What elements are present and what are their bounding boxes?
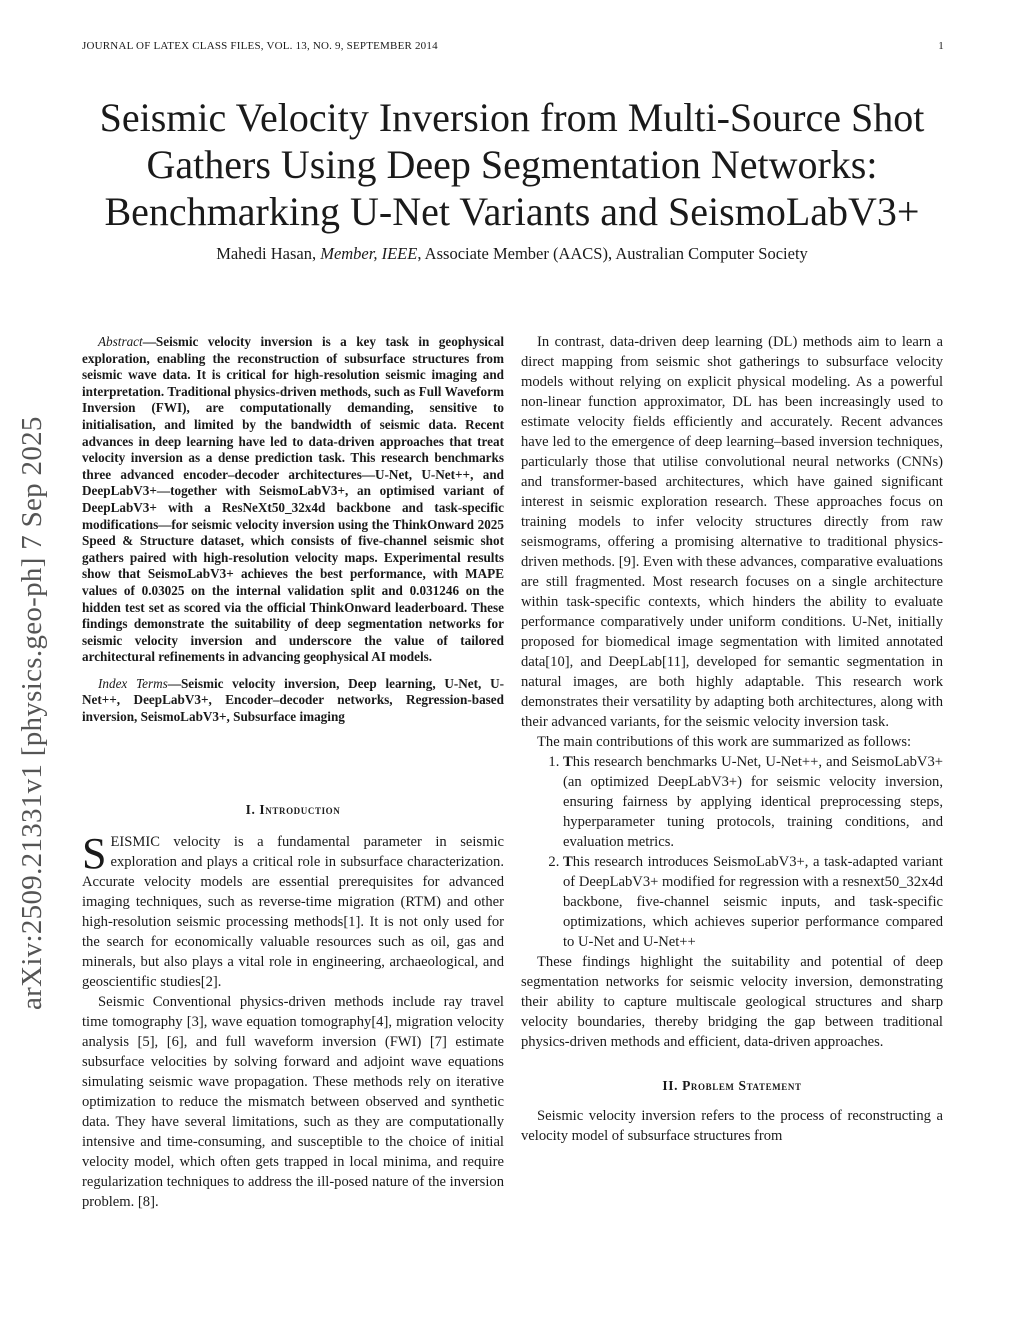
author-name: Mahedi Hasan,: [216, 244, 321, 263]
paragraph: Seismic velocity inversion refers to the process of reconstructing a velocity model of subsurface structures from: [521, 1108, 943, 1144]
page-number: 1: [938, 40, 944, 52]
abstract-label: Abstract: [98, 334, 143, 349]
paragraph: SEISMIC velocity is a fundamental parameter in seismic exploration and plays a critical role in subsurface characterization. Accurate velocity models are essential prerequisites for advanced imaging techniques, such as reverse-time migration (RTM) and other high-resolution seismic processing methods[1]. It is not only used for the search for economically valuable resources such as oil, gas and minerals, but also plays a vital role in engineering, archaeological, and geoscientific studies[2].: [82, 829, 504, 990]
paragraph: Seismic Conventional physics-driven methods include ray travel time tomography [3], wave equation tomography[4], migration velocity analysis [5], [6], and full waveform inversion (FWI) [7] estimate subsurface velocities by solving forward and adjoint wave equations simulating seismic wave propagation. These methods rely on iterative optimization to reduce the mismatch between observed and synthetic data. They have several limitations, such as they are computationally intensive and time-consuming, and susceptible to the choice of initial velocity model, which often gets trapped in local minima, and require regularization techniques to address the ill-posed nature of the inversion problem. [8].: [82, 994, 504, 1210]
author-role: Member, IEEE: [320, 244, 418, 263]
drop-cap: S: [82, 829, 107, 878]
arxiv-identifier: arXiv:2509.21331v1 [physics.geo-ph] 7 Sep 2025: [16, 416, 48, 1010]
intro-right: [521, 332, 943, 1146]
index-terms-label: Index Terms: [98, 675, 168, 691]
running-header: [82, 40, 944, 52]
section-heading: I. Introduction: [245, 802, 341, 817]
index-terms-text: —Seismic velocity inversion, Deep learning, U-Net, U-Net++, DeepLabV3+, Encoder–decoder networks, Regression-based inversion, SeismoLabV3+, Subsurface imaging: [82, 675, 504, 725]
list-item: 2. This research introduces SeismoLabV3+, a task-adapted variant of DeepLabV3+ modified for regression with a resnext50_32x4d backbone, five-channel seismic inputs, and task-specific optimizations, which achieves superior performance compared to U-Net and U-Net++: [563, 852, 943, 952]
abstract-block: [82, 334, 504, 726]
abstract-text: —Seismic velocity inversion is a key task in geophysical exploration, enabling the reconstruction of subsurface structures from seismic wave data. It is critical for high-resolution seismic imaging and interpretation. Traditional physics-driven methods, such as Full Waveform Inversion (FWI), are computationally demanding, sensitive to initialisation, and limited by the bandwidth of seismic data. Recent advances in deep learning have led to data-driven approaches that treat velocity inversion as a dense prediction task. This research benchmarks three advanced encoder–decoder architectures—U-Net, U-Net++, and DeepLabV3+—together with SeismoLabV3+, an optimised variant of DeepLabV3+ with a ResNeXt50_32x4d backbone and task-specific modifications—for seismic velocity inversion using the ThinkOnward 2025 Speed & Structure dataset, which consists of five-channel seismic shot gathers paired with high-resolution velocity maps. Experimental results show that SeismoLabV3+ achieves the best performance, with MAPE values of 0.03025 on the internal validation split and 0.031246 on the hidden test set as scored via the official ThinkOnward leaderboard. These findings demonstrate the suitability of deep segmentation networks for seismic velocity inversion and underscore the value of tailored architectural refinements in advancing geophysical AI models.: [82, 334, 504, 665]
intro-left: [82, 800, 504, 1212]
abstract: [82, 334, 504, 666]
paragraph: In contrast, data-driven deep learning (DL) methods aim to learn a direct mapping from seismic shot gatherings to subsurface velocity models without relying on explicit physical modeling. As a powerful non-linear function approximator, DL has been increasingly used to estimate velocity fields efficiently and accurately. Recent advances have led to the emergence of deep learning–based inversion techniques, particularly those that utilise convolutional neural networks (CNNs) and transformer-based architectures, which have gained significant interest in seismic exploration research. These approaches focus on training models to infer velocity structures directly from raw seismograms, offering a promising alternative to traditional physics-driven methods. [9]. Even with these advances, comparative evaluations are still fragmented. Most research focuses on a single architecture within task-specific contexts, which hinders the ability to evaluate performance comparatively under uniform conditions. U-Net, initially proposed for biomedical image segmentation with limited annotated data[10], and DeepLab[11], developed for semantic segmentation in natural images, are both highly adaptable. This research work demonstrates their versatility by adapting both architectures, along with their advanced variants, for the seismic velocity inversion task.: [521, 334, 943, 730]
index-terms: [82, 676, 504, 726]
paper-title: Seismic Velocity Inversion from Multi-Source Shot Gathers Using Deep Segmentation Networks: Benchmarking U-Net Variants and SeismoLabV3+: [99, 95, 925, 234]
journal-name: JOURNAL OF LATEX CLASS FILES, VOL. 13, NO. 9, SEPTEMBER 2014: [82, 40, 438, 52]
author-line: [40, 244, 984, 264]
paragraph: These findings highlight the suitability and potential of deep segmentation networks for seismic velocity inversion, demonstrating their ability to capture multiscale geological structures and sharp velocity boundaries, thereby bridging the gap between traditional physics-driven methods and efficient, data-driven approaches.: [521, 954, 943, 1050]
author-affiliation: , Associate Member (AACS), Australian Computer Society: [417, 244, 808, 263]
list-item: 1. This research benchmarks U-Net, U-Net++, and SeismoLabV3+ (an optimized DeepLabV3+) for seismic velocity inversion, ensuring fairness by applying identical preprocessing steps, hyperparameter tuning protocols, training conditions, and evaluation metrics.: [563, 752, 943, 852]
paragraph: The main contributions of this work are summarized as follows:: [537, 734, 912, 750]
contributions-list: [521, 752, 943, 952]
section-heading: II. Problem Statement: [662, 1078, 802, 1093]
